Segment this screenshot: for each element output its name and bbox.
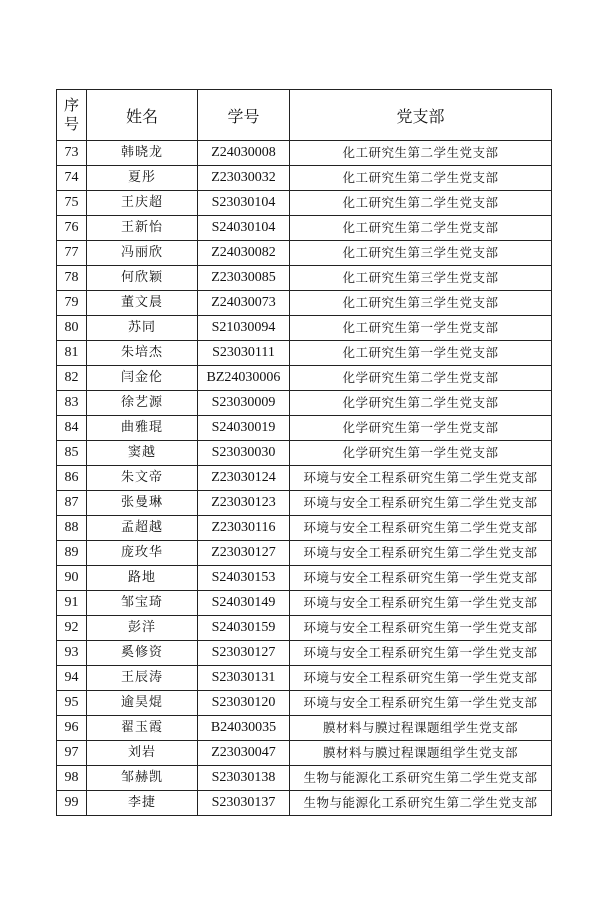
row-seq: 95	[57, 691, 87, 716]
row-student-id: S24030104	[198, 216, 290, 241]
row-seq: 96	[57, 716, 87, 741]
row-student-id: S23030009	[198, 391, 290, 416]
table-row	[57, 566, 552, 591]
row-name: 王辰涛	[87, 666, 198, 691]
table-row	[57, 341, 552, 366]
row-student-id: S23030120	[198, 691, 290, 716]
row-branch: 化学研究生第一学生党支部	[290, 416, 552, 441]
row-seq: 86	[57, 466, 87, 491]
row-name: 邹宝琦	[87, 591, 198, 616]
row-branch: 膜材料与膜过程课题组学生党支部	[290, 716, 552, 741]
table-row	[57, 591, 552, 616]
row-student-id: Z23030124	[198, 466, 290, 491]
row-branch: 化工研究生第二学生党支部	[290, 141, 552, 166]
row-student-id: S23030138	[198, 766, 290, 791]
row-name: 曲雅琨	[87, 416, 198, 441]
row-branch: 化学研究生第一学生党支部	[290, 441, 552, 466]
row-student-id: Z23030085	[198, 266, 290, 291]
row-student-id: B24030035	[198, 716, 290, 741]
table-row	[57, 441, 552, 466]
row-branch: 环境与安全工程系研究生第一学生党支部	[290, 666, 552, 691]
row-seq: 98	[57, 766, 87, 791]
row-seq: 92	[57, 616, 87, 641]
row-student-id: S24030019	[198, 416, 290, 441]
table-row	[57, 141, 552, 166]
row-student-id: S21030094	[198, 316, 290, 341]
row-seq: 75	[57, 191, 87, 216]
header-student-id: 学号	[198, 90, 290, 141]
row-student-id: Z23030116	[198, 516, 290, 541]
row-name: 朱文帝	[87, 466, 198, 491]
row-student-id: S24030159	[198, 616, 290, 641]
table-row	[57, 291, 552, 316]
row-seq: 94	[57, 666, 87, 691]
row-seq: 83	[57, 391, 87, 416]
row-seq: 85	[57, 441, 87, 466]
row-seq: 73	[57, 141, 87, 166]
row-name: 刘岩	[87, 741, 198, 766]
row-seq: 77	[57, 241, 87, 266]
row-name: 孟超越	[87, 516, 198, 541]
table-header	[57, 90, 552, 141]
table-row	[57, 791, 552, 816]
row-name: 张曼琳	[87, 491, 198, 516]
table-row	[57, 266, 552, 291]
row-seq: 79	[57, 291, 87, 316]
row-name: 何欣颖	[87, 266, 198, 291]
table-row	[57, 766, 552, 791]
row-seq: 87	[57, 491, 87, 516]
row-name: 邹赫凯	[87, 766, 198, 791]
row-student-id: BZ24030006	[198, 366, 290, 391]
table-row	[57, 166, 552, 191]
row-branch: 环境与安全工程系研究生第二学生党支部	[290, 491, 552, 516]
row-student-id: Z24030073	[198, 291, 290, 316]
row-branch: 化工研究生第二学生党支部	[290, 166, 552, 191]
row-student-id: S23030137	[198, 791, 290, 816]
table-row	[57, 191, 552, 216]
row-student-id: Z23030127	[198, 541, 290, 566]
table-row	[57, 716, 552, 741]
row-seq: 84	[57, 416, 87, 441]
row-student-id: Z24030082	[198, 241, 290, 266]
table-row	[57, 466, 552, 491]
member-roster-table	[56, 89, 552, 816]
header-row	[57, 90, 552, 141]
table-row	[57, 541, 552, 566]
row-branch: 膜材料与膜过程课题组学生党支部	[290, 741, 552, 766]
row-seq: 76	[57, 216, 87, 241]
row-name: 王新怡	[87, 216, 198, 241]
row-seq: 97	[57, 741, 87, 766]
row-branch: 化工研究生第二学生党支部	[290, 216, 552, 241]
row-branch: 环境与安全工程系研究生第一学生党支部	[290, 641, 552, 666]
header-seq: 序号	[57, 90, 87, 141]
table-row	[57, 391, 552, 416]
row-name: 翟玉霞	[87, 716, 198, 741]
row-student-id: S23030104	[198, 191, 290, 216]
table-row	[57, 491, 552, 516]
row-branch: 环境与安全工程系研究生第二学生党支部	[290, 466, 552, 491]
row-name: 逾昊焜	[87, 691, 198, 716]
row-seq: 81	[57, 341, 87, 366]
header-branch: 党支部	[290, 90, 552, 141]
table-row	[57, 366, 552, 391]
table-row	[57, 316, 552, 341]
table-row	[57, 666, 552, 691]
row-name: 奚修资	[87, 641, 198, 666]
row-name: 窦越	[87, 441, 198, 466]
table-row	[57, 516, 552, 541]
table-row	[57, 241, 552, 266]
row-branch: 化工研究生第三学生党支部	[290, 291, 552, 316]
row-branch: 化工研究生第一学生党支部	[290, 316, 552, 341]
row-name: 苏同	[87, 316, 198, 341]
row-student-id: S23030131	[198, 666, 290, 691]
row-branch: 化工研究生第三学生党支部	[290, 266, 552, 291]
row-student-id: S23030127	[198, 641, 290, 666]
row-seq: 89	[57, 541, 87, 566]
row-branch: 环境与安全工程系研究生第一学生党支部	[290, 591, 552, 616]
table-row	[57, 641, 552, 666]
row-name: 庞玫华	[87, 541, 198, 566]
row-seq: 93	[57, 641, 87, 666]
row-name: 彭洋	[87, 616, 198, 641]
table-row	[57, 691, 552, 716]
row-name: 夏彤	[87, 166, 198, 191]
row-name: 董文晨	[87, 291, 198, 316]
row-branch: 生物与能源化工系研究生第二学生党支部	[290, 766, 552, 791]
table-row	[57, 616, 552, 641]
row-seq: 88	[57, 516, 87, 541]
row-student-id: Z23030123	[198, 491, 290, 516]
row-branch: 化学研究生第二学生党支部	[290, 366, 552, 391]
row-branch: 环境与安全工程系研究生第一学生党支部	[290, 566, 552, 591]
row-student-id: S23030111	[198, 341, 290, 366]
row-branch: 化工研究生第一学生党支部	[290, 341, 552, 366]
row-seq: 74	[57, 166, 87, 191]
row-student-id: S24030153	[198, 566, 290, 591]
row-student-id: S24030149	[198, 591, 290, 616]
row-student-id: Z24030008	[198, 141, 290, 166]
row-seq: 91	[57, 591, 87, 616]
row-branch: 化工研究生第二学生党支部	[290, 191, 552, 216]
row-seq: 80	[57, 316, 87, 341]
row-branch: 生物与能源化工系研究生第二学生党支部	[290, 791, 552, 816]
row-name: 冯丽欣	[87, 241, 198, 266]
row-branch: 环境与安全工程系研究生第二学生党支部	[290, 516, 552, 541]
table-body	[57, 141, 552, 816]
row-seq: 82	[57, 366, 87, 391]
row-name: 闫金伦	[87, 366, 198, 391]
row-branch: 化学研究生第二学生党支部	[290, 391, 552, 416]
row-student-id: S23030030	[198, 441, 290, 466]
row-student-id: Z23030032	[198, 166, 290, 191]
row-seq: 78	[57, 266, 87, 291]
row-name: 路地	[87, 566, 198, 591]
row-branch: 环境与安全工程系研究生第一学生党支部	[290, 691, 552, 716]
header-name: 姓名	[87, 90, 198, 141]
row-seq: 99	[57, 791, 87, 816]
table-row	[57, 216, 552, 241]
table-row	[57, 741, 552, 766]
row-name: 朱培杰	[87, 341, 198, 366]
row-name: 韩晓龙	[87, 141, 198, 166]
row-name: 李捷	[87, 791, 198, 816]
row-branch: 环境与安全工程系研究生第一学生党支部	[290, 616, 552, 641]
table-row	[57, 416, 552, 441]
row-seq: 90	[57, 566, 87, 591]
row-branch: 环境与安全工程系研究生第二学生党支部	[290, 541, 552, 566]
row-name: 徐艺源	[87, 391, 198, 416]
row-name: 王庆超	[87, 191, 198, 216]
row-branch: 化工研究生第三学生党支部	[290, 241, 552, 266]
row-student-id: Z23030047	[198, 741, 290, 766]
